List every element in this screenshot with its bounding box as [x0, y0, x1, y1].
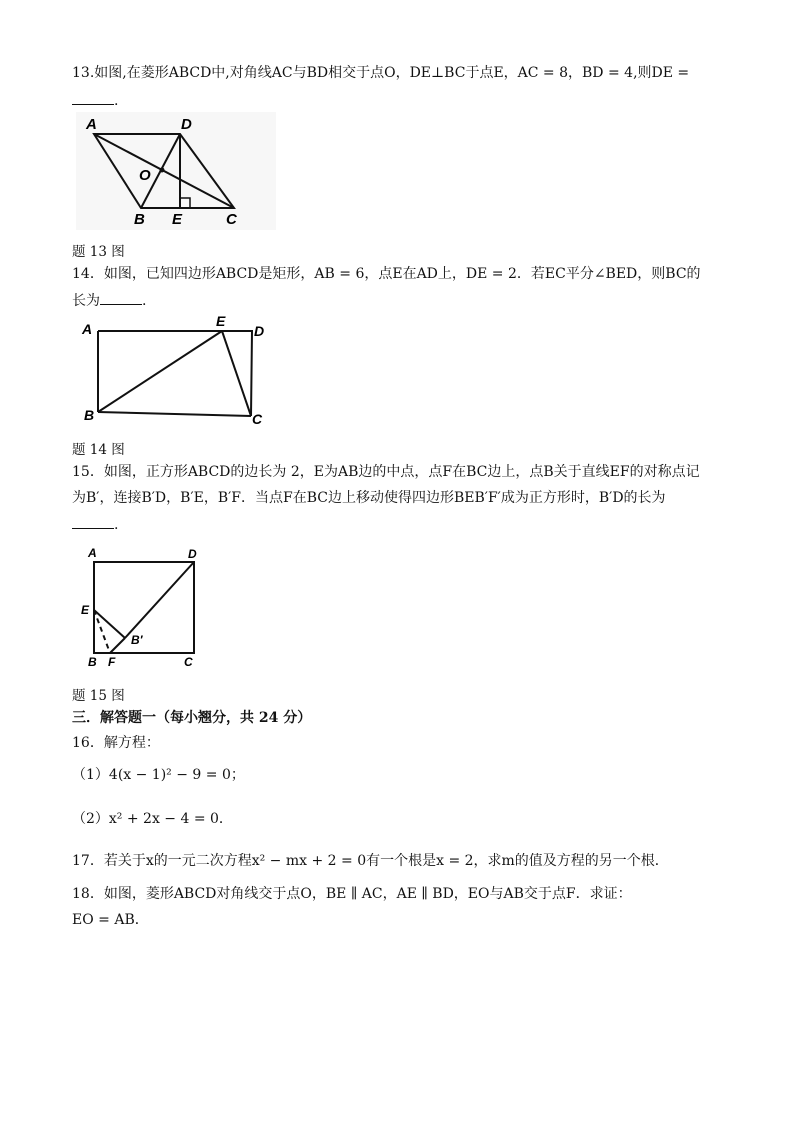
q14-text-line1: 14．如图，已知四边形ABCD是矩形，AB = 6，点E在AD上，DE = 2．若EC平分∠BED，则BC的 [72, 266, 701, 282]
q15-text-line1: 15．如图，正方形ABCD的边长为 2，E为AB边的中点，点F在BC边上，点B关于直线EF的对称点记 [72, 464, 700, 480]
q13-label-d: D [181, 116, 192, 133]
q13-label-e: E [172, 211, 183, 228]
q15-segment-b-prime-d [125, 562, 194, 638]
q13-label-o: O [139, 167, 151, 184]
q13-caption: 题 13 图 [72, 244, 125, 260]
q14-rect-bottom [98, 412, 251, 416]
q16-title: 16．解方程： [72, 735, 160, 751]
q14-label-a: A [82, 321, 93, 337]
q15-label-a: A [88, 546, 97, 560]
q15-text-line2: 为B′，连接B′D，B′E，B′F．当点F在BC边上移动使得四边形BEB′F′成为正方形时，B′D的长为 [72, 490, 666, 506]
q13-answer-blank[interactable] [72, 90, 114, 105]
q14-segment-ec [222, 331, 251, 416]
q18-text-line2: EO = AB． [72, 912, 149, 928]
q15-label-b-prime: B′ [131, 633, 143, 647]
q14-answer-blank[interactable] [100, 290, 142, 305]
q13-label-a: A [86, 116, 97, 133]
q14-text-line2: 长为 . [72, 290, 146, 311]
q15-square [94, 562, 194, 653]
q15-caption: 题 15 图 [72, 688, 125, 704]
q14-label-d: D [254, 323, 265, 339]
q18-text-line1: 18．如图，菱形ABCD对角线交于点O，BE ∥ AC，AE ∥ BD，EO与AB交于点F．求证： [72, 886, 632, 902]
q14-figure [80, 312, 276, 428]
q13-text-line1: 13.如图,在菱形ABCD中,对角线AC与BD相交于点O，DE⊥BC于点E，AC = 8，BD = 4,则DE = [72, 65, 690, 81]
q15-label-e: E [81, 603, 90, 617]
q16-part2: （2）x² + 2x − 4 = 0． [72, 811, 233, 827]
q13-point-o [160, 168, 165, 173]
q14-label-e: E [216, 313, 226, 329]
q16-part1: （1）4(x − 1)² − 9 = 0； [72, 767, 245, 783]
q13-text-line2: . [72, 90, 118, 111]
q15-answer-blank[interactable] [72, 514, 114, 529]
q14-label-c: C [252, 411, 263, 427]
q15-figure [78, 544, 206, 672]
q14-segment-eb [98, 331, 222, 412]
q17-text: 17．若关于x的一元二次方程x² − mx + 2 = 0有一个根是x = 2，求m的值及方程的另一个根． [72, 853, 669, 869]
q13-label-c: C [226, 211, 237, 228]
q15-label-d: D [188, 547, 197, 561]
q15-segment-b-prime-f [110, 638, 125, 653]
q15-label-b: B [88, 655, 97, 669]
q15-segment-eb-prime [94, 610, 125, 638]
q14-label-b: B [84, 407, 95, 423]
q13-label-b: B [134, 211, 145, 228]
q15-label-f: F [108, 655, 116, 669]
q14-caption: 题 14 图 [72, 442, 125, 458]
section3-heading: 三．解答题一（每小翘分，共 24 分） [72, 710, 312, 726]
q15-label-c: C [184, 655, 193, 669]
q13-figure [76, 112, 276, 230]
q15-text-line3: . [72, 514, 118, 535]
